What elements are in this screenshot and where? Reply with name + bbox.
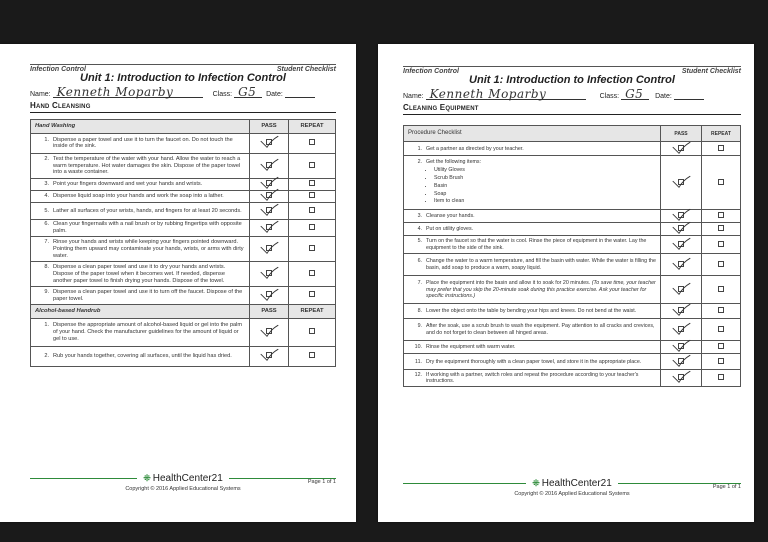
checkmark-icon [670,339,692,353]
checkmark-icon [670,141,692,155]
step-text: Put on utility gloves. [426,226,474,233]
pass-cell[interactable] [250,346,289,366]
unit-title: Unit 1: Introduction to Infection Control [469,74,675,86]
step-number: 9. [417,323,422,330]
student-fields [30,84,336,98]
table-row [404,370,741,387]
step-number: 9. [44,288,49,295]
step-cell [404,236,661,254]
table-row [31,133,336,153]
step-cell [404,370,661,387]
repeat-header: REPEAT [702,126,741,142]
checkmark-icon [258,189,280,203]
pass-header: PASS [250,304,289,318]
repeat-cell[interactable] [289,133,336,153]
repeat-checkbox[interactable] [309,207,315,213]
step-cell [404,304,661,319]
step-cell [404,341,661,354]
step-number: 4. [44,193,49,200]
repeat-cell[interactable] [702,156,741,210]
table-row [404,354,741,370]
step-text: Dry the equipment thoroughly with a clean paper towel, and store it in the appropriate place. [426,358,642,365]
repeat-checkbox[interactable] [718,286,724,292]
pass-cell[interactable] [661,354,702,370]
section-title: Hand Cleansing [30,101,336,113]
unit-title: Unit 1: Introduction to Infection Control [80,72,286,84]
step-text: Place the equipment into the basin and allow it to soak for 20 minutes. [426,280,591,287]
repeat-cell[interactable] [702,304,741,319]
step-cell [404,223,661,236]
checkmark-icon [258,242,280,256]
step-number: 5. [417,238,422,245]
step-text: Dispense liquid soap into your hands and work the soap into a lather. [53,193,224,200]
checkmark-icon [258,325,280,339]
checkmark-icon [670,208,692,222]
step-text: Get a partner as directed by your teacher. [426,145,524,152]
checkmark-icon [258,220,280,234]
table-row [404,254,741,276]
table-row [31,178,336,190]
class-field[interactable] [213,85,262,98]
pass-cell[interactable] [250,190,289,202]
step-cell [31,318,250,346]
class-label: Class: [212,91,233,98]
healthcenter-logo-icon: ⁜ [532,478,540,488]
step-text: Test the temperature of the water with your hand. Allow the water to reach a warm temperature. Hot water damages the skin. Dispose of the paper towel into a waste container. [53,155,241,176]
step-text: Cleanse your hands. [426,213,475,220]
checkmark-icon [670,221,692,235]
step-text: Rub your hands together, covering all surfaces, until the liquid has dried. [53,352,232,359]
step-text: Point your fingers downward and wet your hands and wrists. [53,181,203,188]
name-field[interactable] [30,85,203,98]
pass-cell[interactable] [250,133,289,153]
step-number: 10. [414,344,422,351]
step-text: Change the water to a warm temperature, and fill the basin with water. While the water is filling the basin, add soap to produce a warm, soapy liquid. [426,258,656,271]
list-item: • Soap [434,191,481,197]
checkmark-icon [670,322,692,336]
repeat-checkbox[interactable] [718,358,724,364]
repeat-checkbox[interactable] [718,145,724,151]
repeat-cell[interactable] [289,237,336,262]
pass-cell[interactable] [661,341,702,354]
repeat-cell[interactable] [289,178,336,190]
checkmark-icon [670,303,692,317]
step-text: Rinse the equipment with warm water. [426,344,516,351]
step-cell [31,190,250,202]
step-number: 3. [44,181,49,188]
step-text: After the soak, use a scrub brush to wash the equipment. Pay attention to all cracks and crevices, and do not forget to clean between all hinged areas. [426,323,655,336]
repeat-cell[interactable] [702,223,741,236]
step-text: Dispense a paper towel and use it to turn the faucet on. Do not touch the inside of the sink. [53,136,233,150]
date-field[interactable] [266,85,315,98]
step-number: 1. [44,322,49,329]
repeat-header: REPEAT [289,120,336,134]
step-text: Clean your fingernails with a nail brush or by rubbing fingertips with opposite palm. [53,221,242,235]
step-number: 2. [417,159,422,166]
copyright: Copyright © 2016 Applied Educational Systems [125,486,241,492]
right-document [403,66,741,522]
repeat-cell[interactable] [702,354,741,370]
step-text: Turn on the faucet so that the water is cool. Rinse the piece of equipment in the water. Lay the equipment to the side of the sink. [426,238,647,251]
step-number: 5. [44,207,49,214]
student-fields [403,86,741,100]
pass-cell[interactable] [661,319,702,341]
table-row [404,276,741,304]
step-cell [31,262,250,287]
brand-name: HealthCenter21 [152,473,223,484]
repeat-cell[interactable] [289,262,336,287]
name-label: Name: [30,91,51,98]
date-label: Date: [655,93,672,100]
section-title: Cleaning Equipment [403,103,741,115]
date-field[interactable] [655,87,704,100]
list-item: • Utility Gloves [434,167,481,173]
pass-cell[interactable] [661,254,702,276]
pass-cell[interactable] [250,287,289,304]
repeat-cell[interactable] [289,318,336,346]
table-row [31,153,336,178]
step-number: 1. [417,145,422,152]
step-cell [404,156,661,210]
repeat-checkbox[interactable] [309,162,315,168]
step-number: 8. [417,308,422,315]
repeat-cell[interactable] [289,202,336,219]
step-number: 2. [44,155,49,162]
step-text: Rinse your hands and wrists while keeping your fingers pointed downward. Pointing them upward may contaminate your hands, wrists, or arms with dirty water. [53,239,244,259]
checkmark-icon [670,354,692,368]
step-number: 7. [44,239,49,246]
doc-type-label: Student Checklist [681,68,741,75]
step-cell [404,276,661,304]
list-item: • Basin [434,183,481,189]
step-cell [31,219,250,236]
repeat-checkbox[interactable] [718,261,724,267]
checkmark-icon [258,158,280,172]
checkmark-icon [670,237,692,251]
step-cell [31,346,250,366]
step-text: Lather all surfaces of your wrists, hands, and fingers for at least 20 seconds. [53,207,242,214]
table-row [31,346,336,366]
class-field[interactable] [600,87,649,100]
checkmark-icon [670,257,692,271]
checkmark-icon [258,136,280,150]
step-cell [31,287,250,304]
repeat-header: REPEAT [289,304,336,318]
checkmark-icon [670,370,692,384]
page-footer [403,478,741,497]
step-number: 1. [44,136,49,143]
step-cell [404,210,661,223]
step-text: Dispense a clean paper towel and use it to dry your hands and wrists. Dispose of the paper towel when it becomes wet. If needed, dispense another paper towel to finish drying your hands. Dispose of the towel. [53,264,226,284]
left-page [0,44,356,522]
table-row [31,202,336,219]
repeat-checkbox[interactable] [309,192,315,198]
checkmark-icon [670,175,692,189]
repeat-cell[interactable] [702,142,741,156]
table-row [31,237,336,262]
repeat-checkbox[interactable] [309,139,315,145]
repeat-cell[interactable] [702,319,741,341]
step-cell [404,354,661,370]
class-handwriting: G5 [238,85,257,99]
pass-cell[interactable] [250,237,289,262]
pass-cell[interactable] [661,370,702,387]
date-label: Date: [266,91,283,98]
pass-cell[interactable] [661,142,702,156]
step-number: 7. [417,280,422,287]
checkmark-icon [258,288,280,302]
table-row [31,318,336,346]
repeat-checkbox[interactable] [718,307,724,313]
table-row [404,236,741,254]
step-number: 8. [44,264,49,271]
repeat-cell[interactable] [702,254,741,276]
page-footer [30,473,336,492]
step-note: (To save time, your teacher may prefer that you skip the 20-minute soak during this practice exercise. Ask your teacher for specific instructions.) [426,280,656,299]
copyright: Copyright © 2016 Applied Educational Systems [514,491,630,497]
step-number: 4. [417,226,422,233]
pass-cell[interactable] [661,276,702,304]
table-row [404,142,741,156]
table-row [31,262,336,287]
table-row [404,341,741,354]
table-row [404,223,741,236]
repeat-checkbox[interactable] [718,225,724,231]
course-label: Infection Control [403,68,459,75]
pass-cell[interactable] [250,262,289,287]
pass-cell[interactable] [661,304,702,319]
step-number: 6. [417,258,422,265]
name-field[interactable] [403,87,586,100]
pass-cell[interactable] [250,202,289,219]
repeat-cell[interactable] [289,219,336,236]
step-number: 3. [417,213,422,220]
repeat-checkbox[interactable] [718,212,724,218]
step-cell [31,202,250,219]
class-label: Class: [599,93,620,100]
table-header: Hand Washing [31,120,250,134]
step-number: 11. [415,358,422,365]
step-text: If working with a partner, switch roles and repeat the procedure according to your teacher's instructions. [426,371,639,385]
repeat-checkbox[interactable] [309,245,315,251]
step-number: 2. [44,352,49,359]
step-cell [404,319,661,341]
pass-header: PASS [661,126,702,142]
step-cell [31,178,250,190]
class-handwriting: G5 [625,87,644,101]
doc-type-label: Student Checklist [276,66,336,73]
item-list [426,167,481,205]
step-text: Lower the object onto the table by bending your hips and knees. Do not bend at the waist. [426,308,637,315]
repeat-checkbox[interactable] [718,326,724,332]
pass-cell[interactable] [250,153,289,178]
right-page [378,44,754,522]
step-cell [31,237,250,262]
repeat-cell[interactable] [702,276,741,304]
repeat-checkbox[interactable] [309,291,315,297]
repeat-checkbox[interactable] [309,180,315,186]
repeat-checkbox[interactable] [718,241,724,247]
procedure-checklist-table [403,125,741,387]
step-number: 12. [414,371,422,378]
step-text: Dispense a clean paper towel and use it to turn off the faucet. Dispose of the paper towel. [53,288,243,302]
hand-washing-table [30,119,336,367]
checkmark-icon [258,349,280,363]
left-document [30,64,336,522]
repeat-cell[interactable] [289,153,336,178]
repeat-cell[interactable] [702,210,741,223]
repeat-cell[interactable] [702,236,741,254]
pass-cell[interactable] [661,156,702,210]
list-item: • Item to clean [434,198,481,204]
step-cell [404,254,661,276]
pass-cell[interactable] [250,219,289,236]
course-label: Infection Control [30,66,86,73]
table-header: Procedure Checklist [404,126,661,142]
repeat-checkbox[interactable] [718,179,724,185]
repeat-checkbox[interactable] [309,270,315,276]
table-row [404,304,741,319]
repeat-checkbox[interactable] [718,343,724,349]
page-number: Page 1 of 1 [307,479,336,485]
table-row [31,287,336,304]
repeat-cell[interactable] [289,287,336,304]
checkmark-icon [258,267,280,281]
step-text: Get the following items: [426,159,482,166]
step-cell [31,153,250,178]
repeat-cell[interactable] [289,346,336,366]
repeat-checkbox[interactable] [309,328,315,334]
name-handwriting: Kenneth Moparby [56,85,174,99]
name-handwriting: Kenneth Moparby [429,87,547,101]
name-label: Name: [403,93,424,100]
pass-header: PASS [250,120,289,134]
table-header: Alcohol-based Handrub [31,304,250,318]
repeat-cell[interactable] [702,341,741,354]
repeat-checkbox[interactable] [309,224,315,230]
step-number: 6. [44,221,49,228]
list-item: • Scrub Brush [434,175,481,181]
table-row [31,190,336,202]
checkmark-icon [258,203,280,217]
repeat-checkbox[interactable] [718,374,724,380]
table-row [404,156,741,210]
repeat-cell[interactable] [702,370,741,387]
repeat-cell[interactable] [289,190,336,202]
pass-cell[interactable] [250,318,289,346]
table-row [31,219,336,236]
pass-cell[interactable] [661,236,702,254]
pass-cell[interactable] [661,223,702,236]
step-cell [404,142,661,156]
checkmark-icon [670,282,692,296]
page-number: Page 1 of 1 [712,484,741,490]
brand-name: HealthCenter21 [541,478,612,489]
table-row [404,319,741,341]
step-cell [31,133,250,153]
healthcenter-logo-icon: ⁜ [143,473,151,483]
repeat-checkbox[interactable] [309,352,315,358]
step-text: Dispense the appropriate amount of alcohol-based liquid or gel into the palm of your hand. Check the manufacturer guidelines for the amount of liquid or gel to use. [53,322,243,342]
